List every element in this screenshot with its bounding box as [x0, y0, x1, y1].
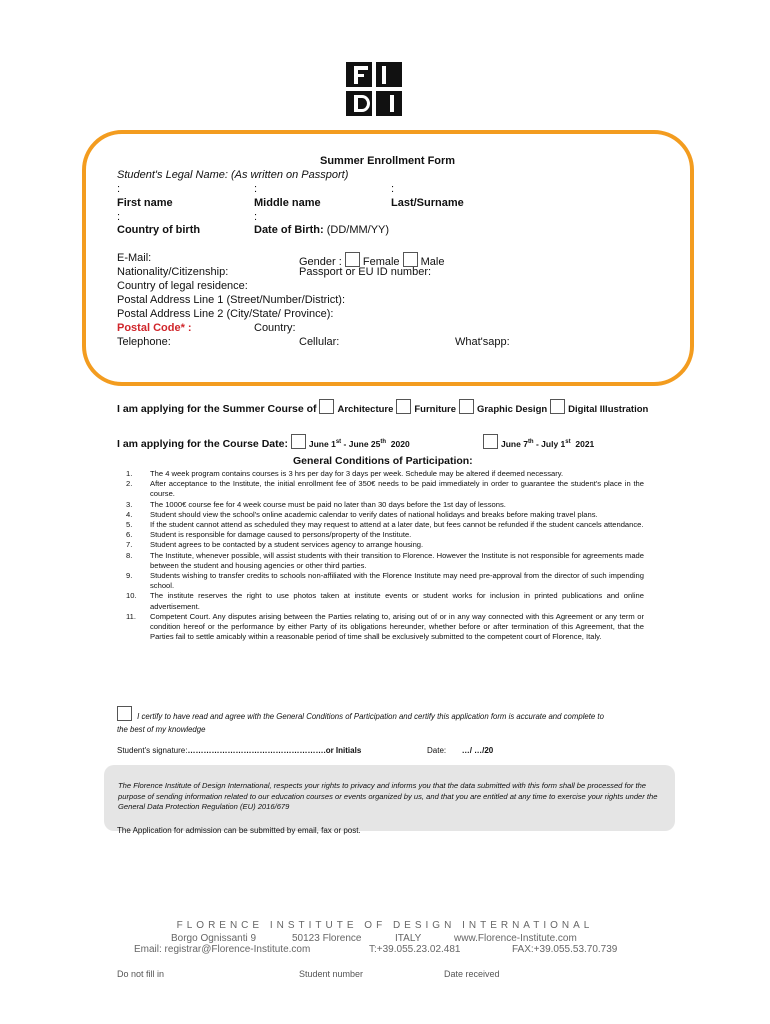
- colon: :: [254, 211, 258, 223]
- privacy-notice: The Florence Institute of Design International, respects your rights to privacy and informs you that the data submitted with this form shall be processed for the purpose of sending information related to our education courses or events organized by us, and that you are entitled at any time to exercise your rights under the General Data Protection Regulation (EU) 2016/679: [104, 765, 675, 831]
- condition-item: [118, 551, 644, 571]
- footer-country: ITALY: [395, 933, 422, 944]
- conditions-title: General Conditions of Participation:: [293, 455, 473, 467]
- date-option2-checkbox[interactable]: [483, 434, 498, 449]
- date-option1-label: [309, 439, 410, 449]
- country-residence-field[interactable]: Country of legal residence:: [117, 280, 248, 292]
- condition-text: Students wishing to transfer credits to schools non-affiliated with the Florence Institute may need pre-approval from the director of such impending school.: [150, 571, 644, 591]
- form-title: Summer Enrollment Form: [320, 155, 456, 167]
- condition-item: [118, 500, 644, 510]
- fidi-logo: [346, 62, 402, 116]
- initials-label: or Initials: [325, 746, 362, 755]
- certify-checkbox[interactable]: [117, 706, 132, 721]
- condition-number: 3.: [126, 499, 133, 509]
- date-of-birth-field[interactable]: [254, 224, 389, 237]
- condition-text: If the student cannot attend as scheduled they may request to attend at a later date, but fees cannot be refunded if the student cancels attendance.: [150, 520, 644, 530]
- option2-year: 2021: [575, 439, 595, 449]
- female-label: Female: [362, 256, 400, 268]
- footer-tel: T:+39.055.23.02.481: [369, 944, 461, 955]
- male-checkbox[interactable]: [403, 252, 418, 267]
- condition-text: The 4 week program contains courses is 3 hrs per day for 3 days per week. Schedule may be altered if deemed necessary.: [150, 469, 564, 478]
- colon: :: [117, 211, 121, 223]
- date-received-label: Date received: [444, 969, 500, 979]
- condition-number: 10.: [126, 591, 137, 601]
- date-value: …/ …/20: [461, 746, 494, 755]
- whatsapp-field[interactable]: What'sapp:: [455, 336, 510, 348]
- country-of-birth-field[interactable]: Country of birth: [117, 224, 201, 236]
- last-name-field[interactable]: Last/Surname: [391, 197, 464, 209]
- first-name-field[interactable]: First name: [117, 197, 173, 209]
- option2-start-sup: th: [527, 439, 534, 446]
- option1-start: June 1: [308, 439, 336, 449]
- dates-row: [117, 434, 410, 451]
- condition-item: [118, 540, 644, 550]
- male-label: Male: [420, 256, 445, 268]
- condition-text: The Institute, whenever possible, will assist students with their transition to Florence. However the Institute is not responsible for agreements made between the student and housing agencies or other third parties.: [150, 550, 644, 570]
- course-label: I am applying for the Summer Course of: [117, 403, 317, 415]
- footer-web-link[interactable]: www.Florence-Institute.com: [454, 933, 577, 944]
- date-line[interactable]: [427, 746, 493, 755]
- signature-line[interactable]: [117, 746, 361, 755]
- option1-end-sup: th: [380, 439, 387, 446]
- postal-code-field[interactable]: Postal Code* :: [117, 322, 192, 334]
- date-option2: [483, 434, 594, 451]
- condition-item: [118, 469, 644, 479]
- condition-text: Student agrees to be contacted by a student services agency to arrange housing.: [150, 540, 424, 550]
- furniture-checkbox[interactable]: [396, 399, 411, 414]
- condition-text: After acceptance to the Institute, the initial enrollment fee of 350€ needs to be paid immediately in order to guarantee the student's place in the course.: [150, 479, 644, 499]
- digital-illustration-label: Digital Illustration: [568, 404, 649, 415]
- condition-text: Student is responsible for damage caused to persons/property of the Institute.: [150, 530, 412, 540]
- country-field[interactable]: Country:: [254, 322, 296, 334]
- date-label: Date:: [427, 746, 447, 755]
- middle-name-field[interactable]: Middle name: [254, 197, 321, 209]
- footer-city: 50123 Florence: [292, 933, 362, 944]
- certify-line2: the best of my knowledge: [117, 725, 206, 734]
- condition-number: 4.: [126, 509, 133, 519]
- condition-text: The institute reserves the right to use photos taken at institute events or student works for inclusion in printed publications and online advertisement.: [150, 591, 644, 611]
- dates-label: I am applying for the Course Date:: [117, 438, 288, 450]
- legal-name-label: Student's Legal Name: (As written on Passport): [117, 169, 349, 181]
- condition-item: [118, 591, 644, 611]
- condition-item: [118, 612, 644, 643]
- digital-illustration-checkbox[interactable]: [550, 399, 565, 414]
- condition-number: 5.: [126, 520, 133, 530]
- cellular-field[interactable]: Cellular:: [299, 336, 340, 348]
- signature-dots: …………………………………………….: [187, 746, 326, 755]
- certify-block: [117, 706, 657, 736]
- condition-item: [118, 479, 644, 499]
- condition-number: 9.: [126, 571, 133, 581]
- condition-item: [118, 571, 644, 591]
- condition-text: Competent Court. Any disputes arising between the Parties relating to, arising out of or in any way connected with this Agreement or any term or condition hereof or the performance by either Party of its obligations hereunder, whether before or after termination of this Agreement, that the Parties fail to settle amicably within a reasonable period of time shall be exclusively submitted to the competent court of Florence, Italy.: [150, 611, 644, 642]
- gender-label: Gender :: [299, 256, 342, 268]
- condition-number: 6.: [126, 530, 133, 540]
- condition-text: The 1000€ course fee for 4 week course must be paid no later than 30 days before the 1st day of lessons.: [150, 499, 506, 509]
- condition-item: [118, 520, 644, 530]
- nationality-field[interactable]: Nationality/Citizenship:: [117, 266, 229, 278]
- student-number-label: Student number: [299, 969, 364, 979]
- conditions-list: [118, 469, 644, 642]
- architecture-label: Architecture: [337, 404, 394, 415]
- furniture-label: Furniture: [414, 404, 457, 415]
- footer-fax: FAX:+39.055.53.70.739: [512, 944, 618, 955]
- signature-label: Student's signature:: [117, 746, 188, 755]
- condition-number: 2.: [126, 479, 133, 489]
- footer-address: Borgo Ognissanti 9: [171, 933, 257, 944]
- colon: :: [117, 183, 121, 195]
- certify-line1: I certify to have read and agree with the General Conditions of Participation and certify this application form is accurate and complete to: [137, 712, 604, 721]
- address1-field[interactable]: Postal Address Line 1 (Street/Number/District):: [117, 294, 346, 306]
- date-option1-checkbox[interactable]: [291, 434, 306, 449]
- female-checkbox[interactable]: [345, 252, 360, 267]
- option1-start-sup: st: [335, 439, 342, 446]
- condition-item: [118, 530, 644, 540]
- graphic-design-checkbox[interactable]: [459, 399, 474, 414]
- footer-email-link[interactable]: Email: registrar@Florence-Institute.com: [134, 944, 311, 955]
- passport-field[interactable]: Passport or EU ID number:: [299, 266, 432, 278]
- course-row: [117, 399, 648, 416]
- architecture-checkbox[interactable]: [319, 399, 334, 414]
- footer-institute-name: FLORENCE INSTITUTE OF DESIGN INTERNATIONAL: [176, 920, 594, 931]
- address2-field[interactable]: Postal Address Line 2 (City/State/ Province):: [117, 308, 334, 320]
- condition-number: 11.: [126, 611, 136, 621]
- colon: :: [254, 183, 258, 195]
- option2-end: - July 1: [535, 439, 566, 449]
- application-note: The Application for admission can be submitted by email, fax or post.: [117, 826, 361, 835]
- condition-number: 8.: [126, 550, 133, 560]
- option1-end: - June 25: [343, 439, 381, 449]
- do-not-fill-label: Do not fill in: [117, 969, 165, 979]
- option2-end-sup: st: [565, 439, 571, 446]
- dob-label: Date of Birth:: [254, 224, 324, 236]
- condition-item: [118, 510, 644, 520]
- dob-format: (DD/MM/YY): [326, 224, 390, 236]
- condition-number: 1.: [126, 469, 133, 478]
- option2-start: June 7: [501, 439, 528, 449]
- option1-year: 2020: [390, 439, 410, 449]
- graphic-design-label: Graphic Design: [476, 404, 548, 415]
- colon: :: [391, 183, 395, 195]
- condition-text: Student should view the school's online academic calendar to verify dates of national holidays and breaks before making travel plans.: [150, 509, 598, 519]
- email-field[interactable]: E-Mail:: [117, 252, 152, 264]
- telephone-field[interactable]: Telephone:: [117, 336, 171, 348]
- condition-number: 7.: [126, 540, 133, 550]
